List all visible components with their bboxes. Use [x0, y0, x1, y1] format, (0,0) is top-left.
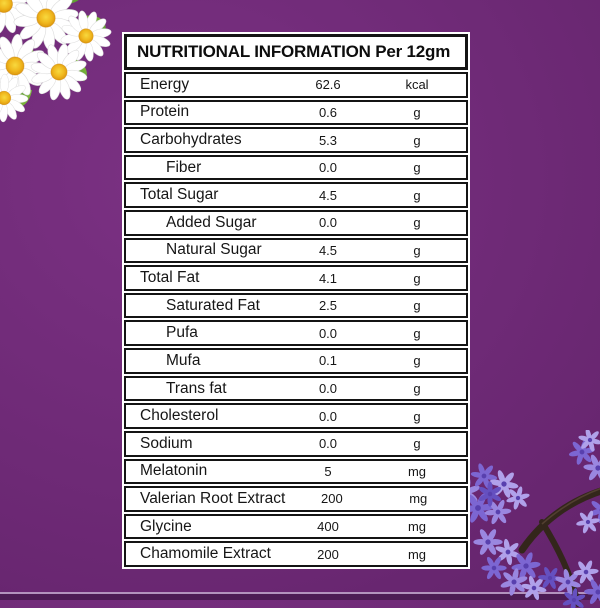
nutrient-label: Glycine [140, 517, 192, 535]
nutrient-label: Carbohydrates [140, 131, 242, 149]
table-title: NUTRITIONAL INFORMATION Per 12gm [137, 42, 451, 61]
nutrient-label: Total Sugar [140, 186, 219, 204]
nutrient-unit: g [413, 270, 421, 286]
table-row [124, 155, 468, 181]
nutrient-label: Total Fat [140, 269, 200, 287]
nutrient-unit: g [413, 353, 421, 369]
table-row [124, 100, 468, 126]
table-header [124, 34, 468, 70]
nutrient-label: Energy [140, 75, 190, 93]
nutrient-label: Melatonin [140, 462, 208, 480]
nutrient-label: Trans fat [166, 379, 227, 397]
table-row [124, 320, 468, 346]
nutrient-unit: g [413, 325, 421, 341]
table-row [124, 348, 468, 374]
nutrient-value: 5.3 [318, 132, 338, 148]
nutrient-value: 0.0 [318, 381, 338, 396]
nutrient-label: Sodium [140, 434, 193, 452]
nutrition-table [122, 32, 470, 569]
nutrient-value: 400 [317, 519, 339, 535]
nutrient-value: 4.5 [318, 187, 338, 203]
nutrient-label: Chamomile Extract [140, 545, 271, 563]
nutrient-label: Natural Sugar [166, 241, 262, 259]
table-row [124, 376, 468, 402]
nutrient-value: 200 [321, 491, 343, 507]
table-row [124, 238, 468, 264]
nutrient-unit: g [413, 408, 421, 424]
nutrient-unit: kcal [405, 77, 429, 93]
table-row [124, 72, 468, 98]
table-row [124, 459, 468, 485]
nutrient-label: Mufa [166, 351, 201, 369]
table-row [124, 293, 468, 319]
nutrient-label: Saturated Fat [166, 296, 260, 314]
nutrient-unit: g [413, 160, 421, 176]
table-row [124, 210, 468, 236]
nutrient-label: Pufa [166, 324, 198, 342]
nutrient-unit: mg [407, 463, 427, 479]
table-row [124, 182, 468, 208]
nutrient-value: 0.0 [318, 408, 338, 424]
nutrient-label: Fiber [166, 158, 202, 176]
nutrient-unit: g [413, 132, 421, 148]
table-row [124, 127, 468, 153]
table-row [124, 514, 468, 540]
nutrient-unit: g [413, 215, 421, 231]
nutrient-value: 62.6 [315, 77, 341, 93]
table-row [124, 265, 468, 291]
nutrient-unit: mg [409, 491, 428, 507]
nutrient-value: 2.5 [318, 298, 338, 314]
table-row [124, 486, 468, 512]
table-row [124, 403, 468, 429]
table-row [124, 541, 468, 567]
nutrient-value: 0.0 [318, 325, 338, 341]
nutrient-value: 4.5 [318, 242, 338, 258]
nutrient-label: Valerian Root Extract [140, 489, 286, 507]
nutrient-unit: g [413, 104, 421, 120]
nutrient-label: Protein [140, 103, 190, 121]
nutrient-unit: g [413, 242, 421, 258]
nutrient-value: 0.0 [318, 215, 338, 231]
nutrient-unit: mg [407, 546, 427, 562]
nutrient-unit: g [413, 381, 421, 396]
nutrient-label: Added Sugar [166, 213, 257, 231]
nutrient-value: 200 [317, 546, 339, 562]
table-row [124, 431, 468, 457]
nutrient-label: Cholesterol [140, 407, 219, 425]
nutrient-value: 4.1 [318, 270, 338, 286]
nutrient-unit: mg [407, 519, 427, 535]
nutrient-value: 0.1 [318, 353, 338, 369]
nutrient-value: 0.6 [318, 104, 338, 120]
nutrient-value: 0.0 [318, 160, 338, 176]
nutrient-unit: g [413, 436, 421, 452]
nutrient-unit: g [413, 298, 421, 314]
nutrient-value: 0.0 [318, 436, 338, 452]
nutrient-unit: g [413, 187, 421, 203]
nutrient-value: 5 [324, 463, 332, 479]
